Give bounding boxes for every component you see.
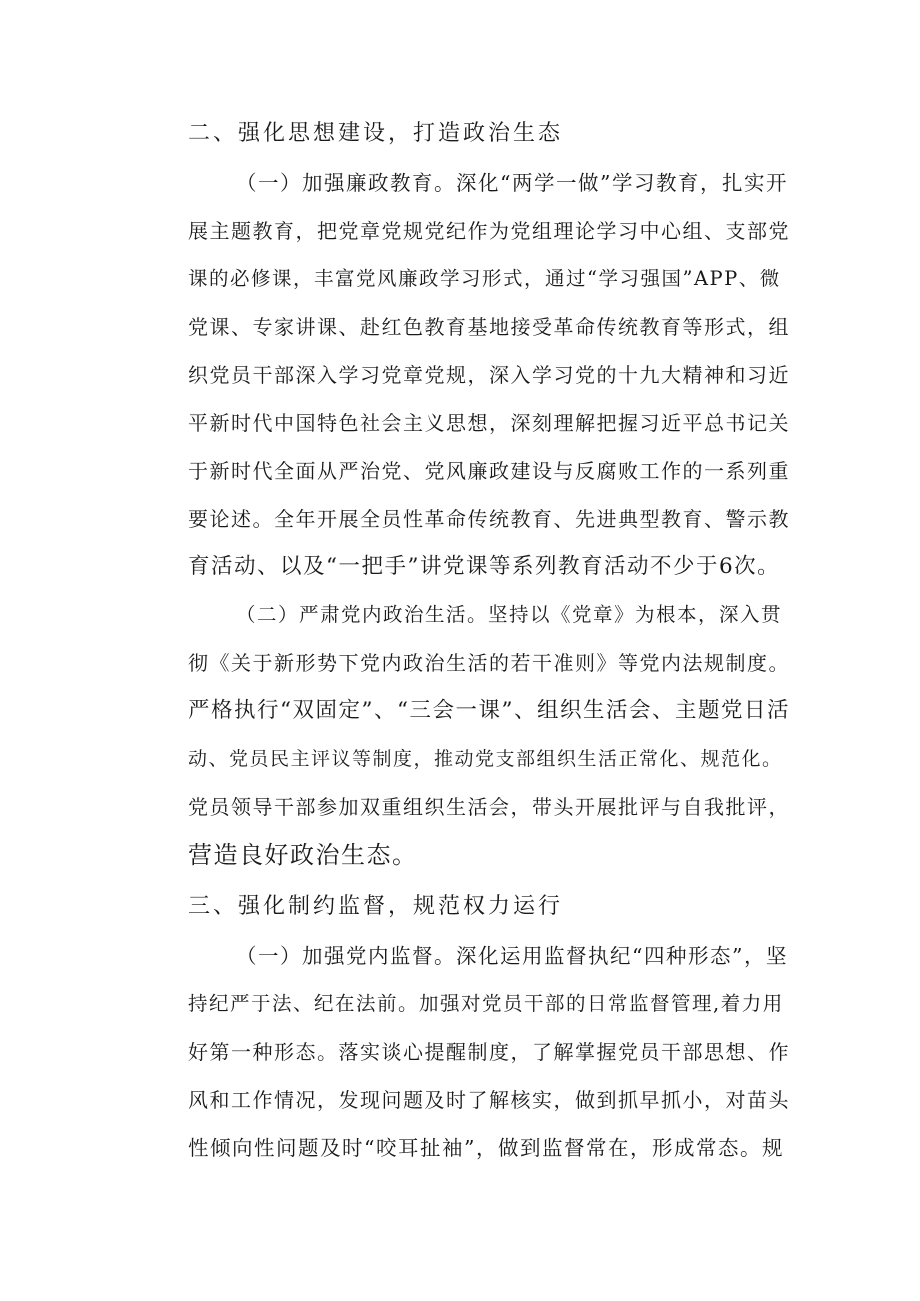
text-line: 育活动、以及“一把手”讲党课等系列教育活动不少于6次。 [188,554,781,579]
text-line: 营造良好政治生态。 [188,841,418,869]
text-line: （一）加强党内监督。深化运用监督执纪“四种形态”，坚 [236,944,788,968]
text-line: 织党员干部深入学习党章党规，深入学习党的十九大精神和习近 [188,363,790,387]
paragraph-party-supervision [140,932,790,1172]
text-line: 要论述。全年开展全员性革命传统教育、先进典型教育、警示教 [188,507,790,531]
text-line: 严格执行“双固定”、“三会一课”、组织生活会、主题党日活 [188,698,790,723]
text-line: （一）加强廉政教育。深化“两学一做”学习教育，扎实开 [236,171,788,195]
text-line: 风和工作情况，发现问题及时了解核实，做到抓早抓小，对苗头 [188,1088,790,1112]
text-line: 于新时代全面从严治党、党风廉政建设与反腐败工作的一系列重 [188,459,790,483]
section-heading-2: 二、强化思想建设，打造政治生态 [188,121,564,146]
paragraph-political-life [140,591,790,879]
text-line: 平新时代中国特色社会主义思想，深刻理解把握习近平总书记关 [188,411,790,435]
document-body [140,110,790,1172]
text-line: 好第一种形态。落实谈心提醒制度，了解掌握党员干部思想、作 [188,1040,790,1064]
text-line: 彻《关于新形势下党内政治生活的若干准则》等党内法规制度。 [188,651,790,675]
text-line: 党员领导干部参加双重组织生活会，带头开展批评与自我批评， [188,795,790,819]
text-line: 展主题教育，把党章党规党纪作为党组理论学习中心组、支部党 [188,219,790,243]
text-line: 课的必修课，丰富党风廉政学习形式，通过“学习强国”APP、微 [188,267,781,290]
text-line: 性倾向性问题及时“咬耳扯袖”，做到监督常在，形成常态。规 [188,1136,784,1160]
text-line: 持纪严于法、纪在法前。加强对党员干部的日常监督管理,着力用 [188,992,784,1015]
text-line: 党课、专家讲课、赴红色教育基地接受革命传统教育等形式，组 [188,315,790,339]
text-line: （二）严肃党内政治生活。坚持以《党章》为根本，深入贯 [236,603,783,626]
paragraph-lianzheng-education [140,159,790,591]
section-heading-3: 三、强化制约监督，规范权力运行 [188,894,564,919]
text-line: 动、党员民主评议等制度，推动党支部组织生活正常化、规范化。 [188,748,783,770]
